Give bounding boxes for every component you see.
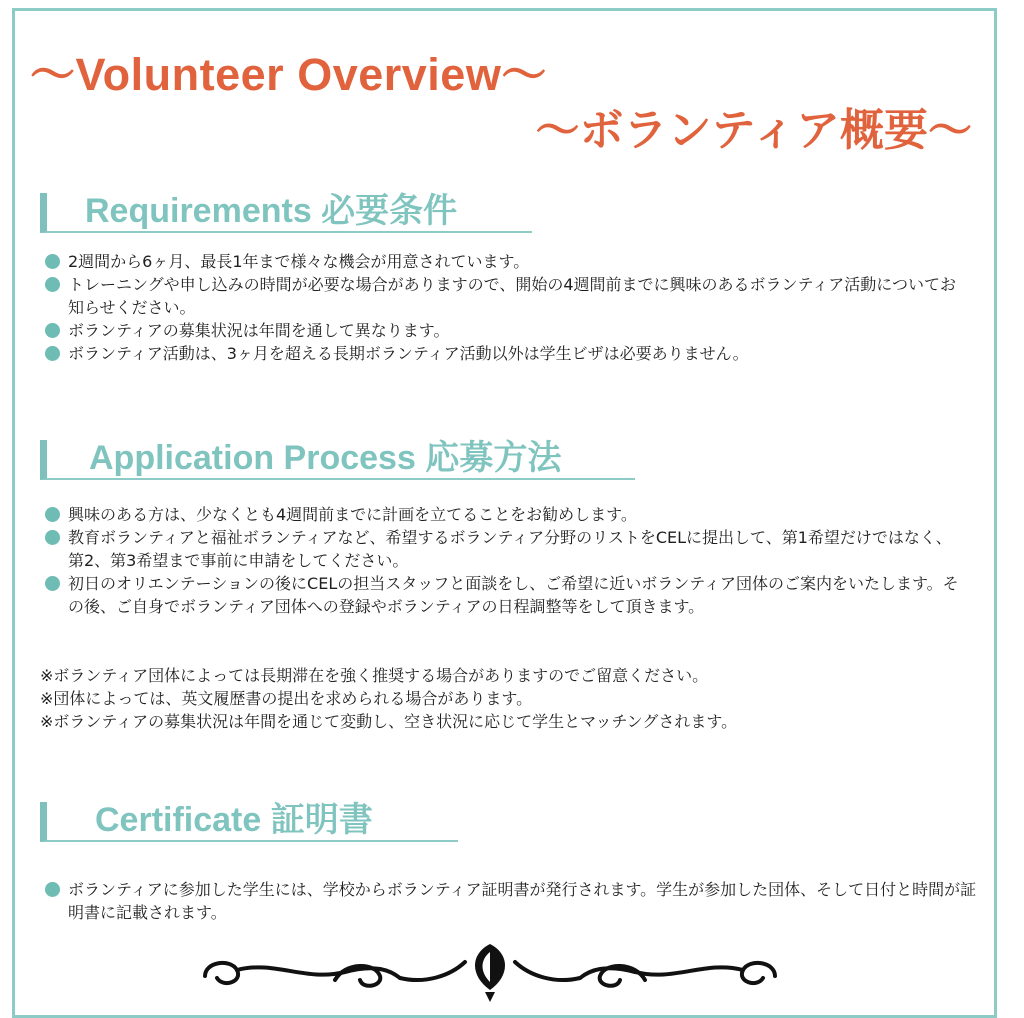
list-item bbox=[45, 572, 965, 618]
list-item-text: 教育ボランティアと福祉ボランティアなど、希望するボランティア分野のリストをCELに提出して、第1希望だけではなく、第2、第3希望まで事前に申請をしてください。 bbox=[68, 528, 952, 570]
certificate-heading-bar bbox=[40, 802, 458, 842]
application-list bbox=[45, 503, 965, 618]
note-item: ※団体によっては、英文履歴書の提出を求められる場合があります。 bbox=[40, 689, 533, 708]
bullet-icon bbox=[45, 277, 60, 292]
application-notes bbox=[40, 664, 970, 733]
requirements-heading-bar bbox=[40, 193, 532, 233]
bullet-icon bbox=[45, 346, 60, 361]
list-item-text: トレーニングや申し込みの時間が必要な場合がありますので、開始の4週間前までに興味のあるボランティア活動についてお知らせください。 bbox=[68, 275, 956, 317]
note-item: ※ボランティア団体によっては長期滞在を強く推奨する場合がありますのでご留意ください。 bbox=[40, 666, 709, 685]
list-item bbox=[45, 503, 965, 526]
list-item bbox=[45, 878, 985, 924]
list-item-text: ボランティアの募集状況は年間を通して異なります。 bbox=[68, 321, 450, 340]
list-item bbox=[45, 250, 965, 273]
list-item bbox=[45, 342, 965, 365]
bullet-icon bbox=[45, 507, 60, 522]
requirements-heading: Requirements 必要条件 bbox=[85, 192, 458, 230]
bullet-icon bbox=[45, 530, 60, 545]
list-item-text: ボランティア活動は、3ヶ月を超える長期ボランティア活動以外は学生ビザは必要ありません。 bbox=[68, 344, 749, 363]
bullet-icon bbox=[45, 882, 60, 897]
flourish-ornament-icon bbox=[185, 940, 795, 1002]
list-item-text: 2週間から6ヶ月、最長1年まで様々な機会が用意されています。 bbox=[68, 252, 530, 271]
title-english: ～Volunteer Overview～ bbox=[30, 49, 547, 100]
bullet-icon bbox=[45, 323, 60, 338]
list-item-text: 初日のオリエンテーションの後にCELの担当スタッフと面談をし、ご希望に近いボランティア団体のご案内をいたします。その後、ご自身でボランティア団体への登録やボランティアの日程調整等をして頂きます。 bbox=[68, 574, 959, 616]
application-heading-bar bbox=[40, 440, 635, 480]
list-item bbox=[45, 526, 965, 572]
title-japanese: ～ボランティア概要～ bbox=[535, 105, 972, 156]
certificate-heading: Certificate 証明書 bbox=[95, 801, 373, 839]
note-item: ※ボランティアの募集状況は年間を通じて変動し、空き状況に応じて学生とマッチングされます。 bbox=[40, 712, 738, 731]
certificate-list bbox=[45, 878, 985, 924]
list-item-text: 興味のある方は、少なくとも4週間前までに計画を立てることをお勧めします。 bbox=[68, 505, 637, 524]
application-heading: Application Process 応募方法 bbox=[89, 439, 562, 477]
bullet-icon bbox=[45, 254, 60, 269]
list-item bbox=[45, 319, 965, 342]
list-item-text: ボランティアに参加した学生には、学校からボランティア証明書が発行されます。学生が参加した団体、そして日付と時間が証明書に記載されます。 bbox=[68, 880, 977, 922]
bullet-icon bbox=[45, 576, 60, 591]
list-item bbox=[45, 273, 965, 319]
requirements-list bbox=[45, 250, 965, 365]
